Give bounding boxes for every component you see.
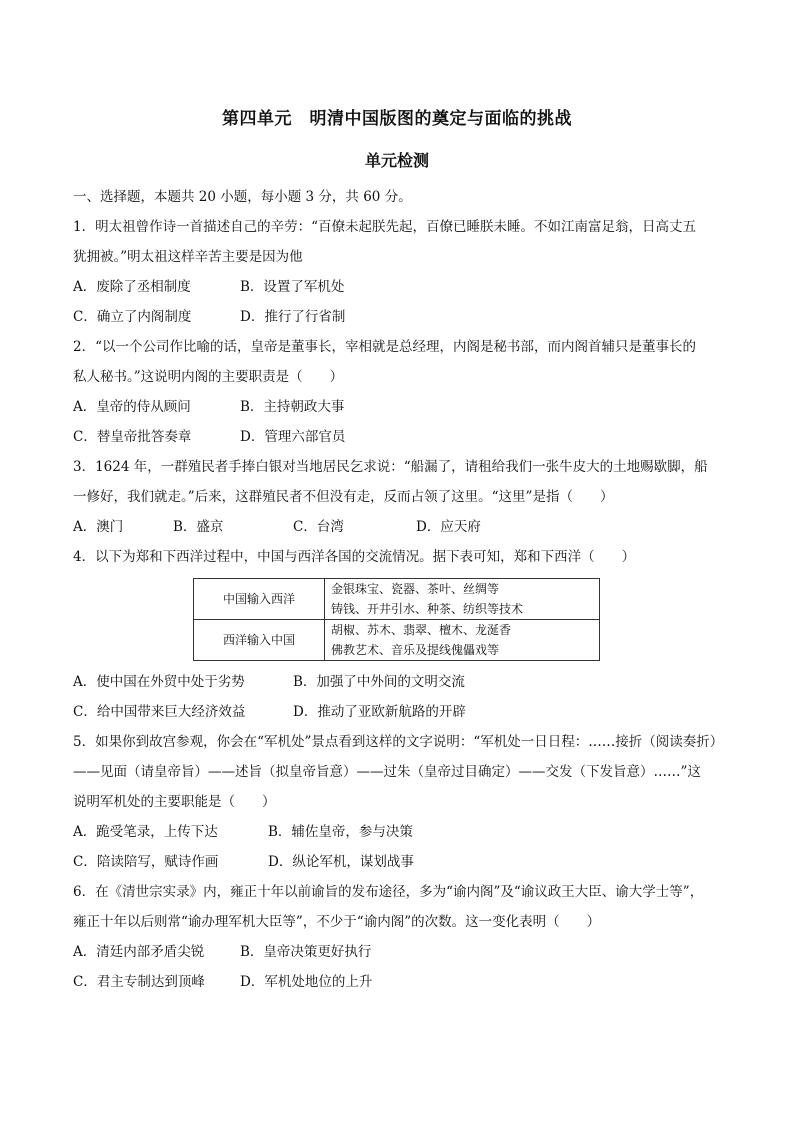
question-list [73, 182, 723, 997]
option-d[interactable]: D．管理六部官员 [240, 429, 346, 445]
option-b[interactable]: B．辅佐皇帝，参与决策 [268, 824, 413, 840]
option-row [73, 422, 723, 452]
section-heading: 一、选择题，本题共 20 小题，每小题 3 分，共 60 分。 [73, 189, 412, 205]
option-a[interactable]: A．皇帝的侍从顾问 [73, 399, 191, 415]
table-cell [325, 620, 600, 661]
option-b[interactable]: B．主持朝政大事 [240, 399, 345, 415]
table-cell-line: 佛教艺术、音乐及提线傀儡戏等 [331, 643, 500, 657]
question-stem-line: 犹拥被。”明太祖这样辛苦主要是因为他 [73, 249, 303, 265]
option-c[interactable]: C．确立了内阁制度 [73, 309, 192, 325]
option-row [73, 847, 723, 877]
option-a[interactable]: A．澳门 [73, 519, 124, 535]
table-row [194, 620, 600, 661]
question-stem-line: ——见面（请皇帝旨）——述旨（拟皇帝旨意）——过朱（皇帝过目确定）——交发（下发旨意）……”这 [73, 764, 701, 780]
question-stem-line: 私人秘书。”这说明内阁的主要职责是（ ） [73, 369, 344, 385]
option-d[interactable]: D．军机处地位的上升 [240, 974, 373, 990]
option-d[interactable]: D．推行了行省制 [240, 309, 346, 325]
page-subtitle: 单元检测 [364, 151, 429, 170]
option-row [73, 667, 723, 697]
question-4 [73, 542, 723, 727]
question-stem-line: 2．“以一个公司作比喻的话，皇帝是董事长，宰相就是总经理，内阁是秘书部，而内阁首辅只是董事长的 [73, 339, 696, 355]
option-b[interactable]: B．加强了中外间的文明交流 [293, 674, 465, 690]
option-a[interactable]: A．跪受笔录，上传下达 [73, 824, 218, 840]
option-d[interactable]: D．推动了亚欧新航路的开辟 [293, 704, 466, 720]
table-cell [325, 579, 600, 620]
option-b[interactable]: B．皇帝决策更好执行 [240, 944, 372, 960]
page-title: 第四单元 明清中国版图的奠定与面临的挑战 [222, 109, 572, 129]
option-a[interactable]: A．废除了丞相制度 [73, 279, 191, 295]
table-cell-line: 金银珠宝、瓷器、茶叶、丝绸等 [331, 582, 500, 596]
table-row-label: 中国输入西洋 [194, 579, 325, 620]
option-row [73, 512, 723, 542]
question-2 [73, 332, 723, 452]
table-row-label: 西洋输入中国 [194, 620, 325, 661]
question-stem-line: 雍正十年以后则常“谕办理军机大臣等”，不少于“谕内阁”的次数。这一变化表明（ ） [73, 914, 601, 930]
question-stem-line: 5．如果你到故宫参观，你会在“军机处”景点看到这样的文字说明：“军机处一日日程：……接折（阅读奏折） [73, 734, 724, 750]
option-row [73, 817, 723, 847]
table-cell-line: 胡椒、苏木、翡翠、檀木、龙涎香 [331, 623, 512, 637]
option-row [73, 392, 723, 422]
exchange-table [193, 578, 600, 661]
question-stem-line: 说明军机处的主要职能是（ ） [73, 794, 276, 810]
question-stem-line: 4．以下为郑和下西洋过程中，中国与西洋各国的交流情况。据下表可知，郑和下西洋（ ） [73, 549, 636, 565]
table-row [194, 579, 600, 620]
option-row [73, 937, 723, 967]
question-stem-line: 3．1624 年，一群殖民者手捧白银对当地居民乞求说：“船漏了，请租给我们一张牛皮大的土地赐歇脚，船 [73, 459, 708, 475]
option-a[interactable]: A．清廷内部矛盾尖锐 [73, 944, 205, 960]
option-row [73, 302, 723, 332]
option-d[interactable]: D．纵论军机，谋划战事 [268, 854, 414, 870]
option-c[interactable]: C．台湾 [293, 519, 344, 535]
question-5 [73, 727, 723, 877]
question-1 [73, 212, 723, 332]
question-stem-line: 6．在《清世宗实录》内，雍正十年以前谕旨的发布途径，多为“谕内阁”及“谕议政王大臣、谕大学士等”， [73, 884, 704, 900]
option-b[interactable]: B．设置了军机处 [240, 279, 345, 295]
option-b[interactable]: B．盛京 [173, 519, 224, 535]
question-stem-line: 一修好，我们就走。”后来，这群殖民者不但没有走，反而占领了这里。“这里”是指（ ） [73, 489, 614, 505]
question-stem-line: 1．明太祖曾作诗一首描述自己的辛劳：“百僚未起朕先起，百僚已睡朕未睡。不如江南富足翁，日高丈五 [73, 219, 696, 235]
option-c[interactable]: C．给中国带来巨大经济效益 [73, 704, 246, 720]
question-3 [73, 452, 723, 542]
option-row [73, 272, 723, 302]
option-a[interactable]: A．使中国在外贸中处于劣势 [73, 674, 245, 690]
question-6 [73, 877, 723, 997]
option-c[interactable]: C．替皇帝批答奏章 [73, 429, 192, 445]
option-row [73, 697, 723, 727]
option-c[interactable]: C．陪读陪写，赋诗作画 [73, 854, 219, 870]
option-c[interactable]: C．君主专制达到顶峰 [73, 974, 205, 990]
option-row [73, 967, 723, 997]
option-d[interactable]: D．应天府 [416, 519, 481, 535]
table-cell-line: 铸钱、开井引水、种茶、纺织等技术 [331, 602, 524, 616]
